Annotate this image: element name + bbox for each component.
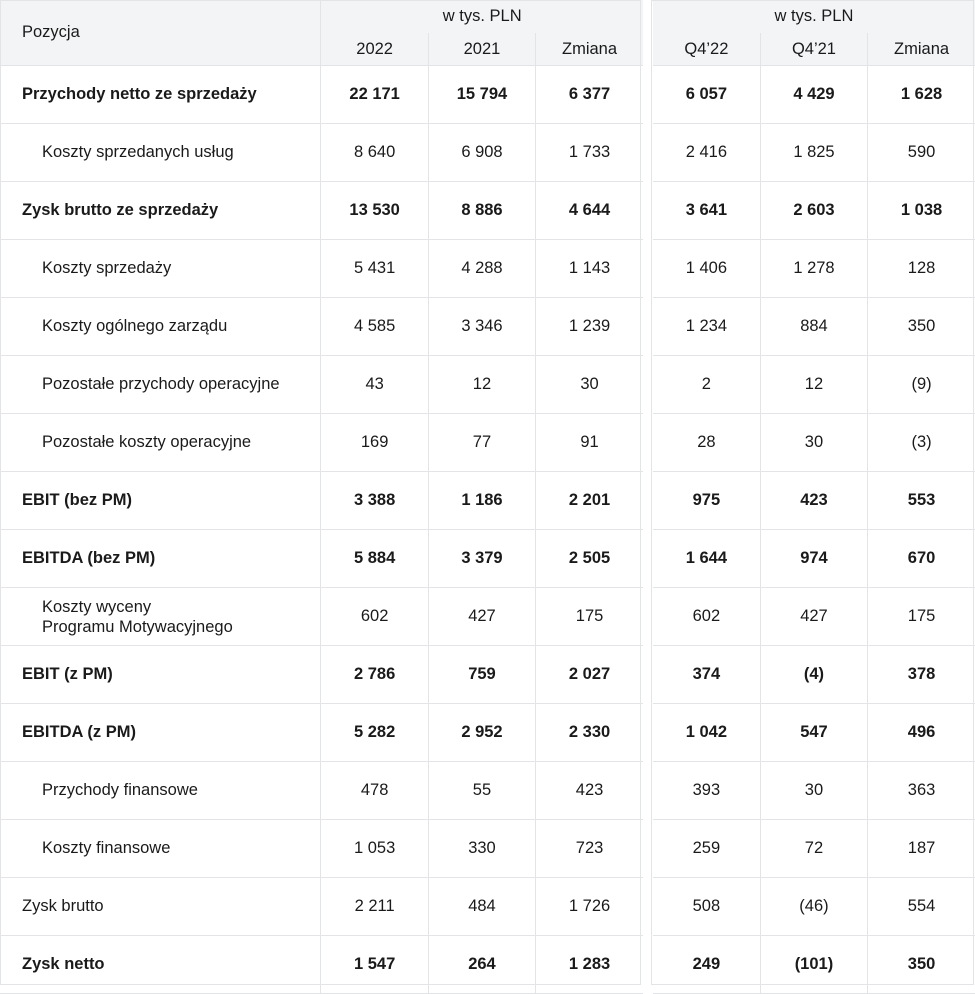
column-gap [643, 414, 653, 472]
table-row [0, 414, 975, 472]
header-col-q4-22: Q4’22 [653, 33, 760, 66]
cell-value: 2 786 [321, 646, 428, 704]
cell-value: 2 027 [536, 646, 643, 704]
row-label: Przychody netto ze sprzedaży [0, 66, 321, 124]
column-gap [643, 240, 653, 298]
cell-value: 1 406 [653, 240, 760, 298]
cell-value: 1 234 [653, 298, 760, 356]
table-row [0, 588, 975, 646]
row-label: EBITDA (bez PM) [0, 530, 321, 588]
cell-value: 43 [321, 356, 428, 414]
cell-value: 590 [868, 124, 975, 182]
table-row [0, 936, 975, 994]
column-gap [643, 182, 653, 240]
cell-value: 22 171 [321, 66, 428, 124]
cell-value: 484 [428, 878, 535, 936]
row-label: Koszty sprzedaży [0, 240, 321, 298]
table-row [0, 530, 975, 588]
cell-value: 423 [536, 762, 643, 820]
column-gap [643, 646, 653, 704]
cell-value: 175 [868, 588, 975, 646]
table-row [0, 66, 975, 124]
cell-value: 6 377 [536, 66, 643, 124]
cell-value: 393 [653, 762, 760, 820]
cell-value: 423 [760, 472, 867, 530]
cell-value: 3 641 [653, 182, 760, 240]
cell-value: 28 [653, 414, 760, 472]
row-label: Koszty ogólnego zarządu [0, 298, 321, 356]
cell-value: 1 628 [868, 66, 975, 124]
cell-value: 2 505 [536, 530, 643, 588]
cell-value: (101) [760, 936, 867, 994]
table-row [0, 646, 975, 704]
row-label: EBITDA (z PM) [0, 704, 321, 762]
cell-value: 427 [428, 588, 535, 646]
cell-value: 723 [536, 820, 643, 878]
header-pozycja: Pozycja [0, 0, 321, 66]
cell-value: 4 585 [321, 298, 428, 356]
cell-value: 602 [653, 588, 760, 646]
row-label: EBIT (z PM) [0, 646, 321, 704]
column-gap [643, 762, 653, 820]
column-gap [643, 356, 653, 414]
cell-value: 1 726 [536, 878, 643, 936]
cell-value: 350 [868, 298, 975, 356]
cell-value: 1 283 [536, 936, 643, 994]
cell-value: 8 886 [428, 182, 535, 240]
cell-value: 264 [428, 936, 535, 994]
cell-value: 670 [868, 530, 975, 588]
cell-value: 1 825 [760, 124, 867, 182]
cell-value: (3) [868, 414, 975, 472]
cell-value: 2 [653, 356, 760, 414]
cell-value: 553 [868, 472, 975, 530]
row-label: Koszty finansowe [0, 820, 321, 878]
cell-value: 974 [760, 530, 867, 588]
column-gap [643, 298, 653, 356]
cell-value: 1 042 [653, 704, 760, 762]
cell-value: 3 388 [321, 472, 428, 530]
header-col-q4-21: Q4’21 [760, 33, 867, 66]
header-col-zmiana-annual: Zmiana [536, 33, 643, 66]
cell-value: 2 416 [653, 124, 760, 182]
cell-value: 2 330 [536, 704, 643, 762]
column-gap [643, 33, 653, 66]
cell-value: 378 [868, 646, 975, 704]
cell-value: 77 [428, 414, 535, 472]
header-col-2021: 2021 [428, 33, 535, 66]
cell-value: 55 [428, 762, 535, 820]
cell-value: 1 733 [536, 124, 643, 182]
row-label [0, 588, 321, 646]
cell-value: 2 603 [760, 182, 867, 240]
cell-value: 4 288 [428, 240, 535, 298]
column-gap [643, 878, 653, 936]
row-label: Zysk brutto ze sprzedaży [0, 182, 321, 240]
table-row [0, 124, 975, 182]
table-row [0, 820, 975, 878]
row-label: Przychody finansowe [0, 762, 321, 820]
table-row [0, 878, 975, 936]
cell-value: 12 [760, 356, 867, 414]
cell-value: 2 201 [536, 472, 643, 530]
column-gap [643, 588, 653, 646]
table-row [0, 182, 975, 240]
cell-value: 1 547 [321, 936, 428, 994]
cell-value: 602 [321, 588, 428, 646]
row-label: Zysk netto [0, 936, 321, 994]
cell-value: 2 211 [321, 878, 428, 936]
cell-value: 187 [868, 820, 975, 878]
cell-value: 547 [760, 704, 867, 762]
cell-value: 2 952 [428, 704, 535, 762]
cell-value: 1 038 [868, 182, 975, 240]
cell-value: 13 530 [321, 182, 428, 240]
column-gap [643, 0, 653, 33]
row-label-line-2: Programu Motywacyjnego [42, 617, 233, 636]
table-row [0, 472, 975, 530]
cell-value: 374 [653, 646, 760, 704]
cell-value: 30 [760, 762, 867, 820]
header-col-zmiana-quarterly: Zmiana [868, 33, 975, 66]
cell-value: 5 282 [321, 704, 428, 762]
header-group-quarterly: w tys. PLN [653, 0, 975, 33]
cell-value: 72 [760, 820, 867, 878]
cell-value: (9) [868, 356, 975, 414]
cell-value: 427 [760, 588, 867, 646]
cell-value: 350 [868, 936, 975, 994]
cell-value: 259 [653, 820, 760, 878]
cell-value: 4 429 [760, 66, 867, 124]
header-col-2022: 2022 [321, 33, 428, 66]
cell-value: 3 346 [428, 298, 535, 356]
cell-value: 175 [536, 588, 643, 646]
cell-value: 30 [760, 414, 867, 472]
cell-value: 30 [536, 356, 643, 414]
row-label: Pozostałe przychody operacyjne [0, 356, 321, 414]
table-row [0, 356, 975, 414]
cell-value: 478 [321, 762, 428, 820]
column-gap [643, 124, 653, 182]
cell-value: 4 644 [536, 182, 643, 240]
cell-value: 3 379 [428, 530, 535, 588]
cell-value: 6 057 [653, 66, 760, 124]
table-row [0, 298, 975, 356]
cell-value: 1 278 [760, 240, 867, 298]
table-row [0, 704, 975, 762]
column-gap [643, 936, 653, 994]
cell-value: 15 794 [428, 66, 535, 124]
cell-value: 1 239 [536, 298, 643, 356]
column-gap [643, 66, 653, 124]
cell-value: 169 [321, 414, 428, 472]
column-gap [643, 820, 653, 878]
table-row [0, 240, 975, 298]
cell-value: 1 053 [321, 820, 428, 878]
cell-value: 5 884 [321, 530, 428, 588]
cell-value: 249 [653, 936, 760, 994]
row-label: Koszty sprzedanych usług [0, 124, 321, 182]
cell-value: 363 [868, 762, 975, 820]
cell-value: 554 [868, 878, 975, 936]
cell-value: 8 640 [321, 124, 428, 182]
row-label-line-1: Koszty wyceny [42, 597, 152, 616]
cell-value: 759 [428, 646, 535, 704]
cell-value: 496 [868, 704, 975, 762]
cell-value: 330 [428, 820, 535, 878]
column-gap [643, 704, 653, 762]
row-label: Pozostałe koszty operacyjne [0, 414, 321, 472]
table-row [0, 762, 975, 820]
cell-value: 91 [536, 414, 643, 472]
column-gap [643, 530, 653, 588]
cell-value: 1 186 [428, 472, 535, 530]
row-label: EBIT (bez PM) [0, 472, 321, 530]
cell-value: (4) [760, 646, 867, 704]
header-group-annual: w tys. PLN [321, 0, 643, 33]
cell-value: 975 [653, 472, 760, 530]
row-label: Zysk brutto [0, 878, 321, 936]
cell-value: 6 908 [428, 124, 535, 182]
cell-value: (46) [760, 878, 867, 936]
cell-value: 508 [653, 878, 760, 936]
cell-value: 884 [760, 298, 867, 356]
cell-value: 5 431 [321, 240, 428, 298]
cell-value: 12 [428, 356, 535, 414]
cell-value: 128 [868, 240, 975, 298]
cell-value: 1 143 [536, 240, 643, 298]
column-gap [643, 472, 653, 530]
cell-value: 1 644 [653, 530, 760, 588]
